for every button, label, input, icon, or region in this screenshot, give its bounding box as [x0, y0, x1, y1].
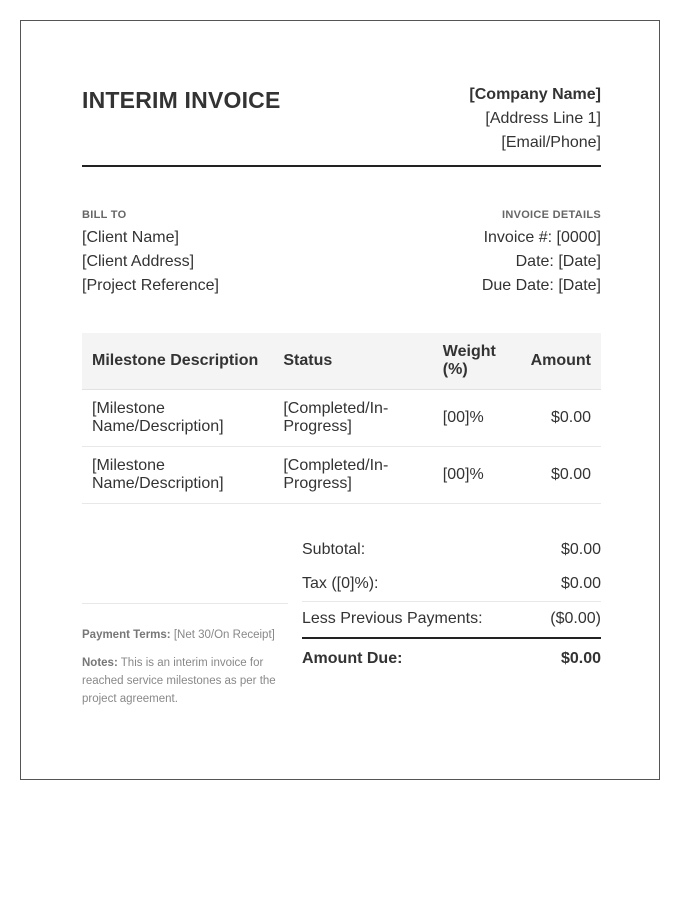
subtotal-row: [302, 533, 601, 567]
company-contact: [Email/Phone]: [501, 134, 601, 151]
previous-payments-row: [302, 601, 601, 635]
payment-terms: [82, 626, 288, 644]
invoice-info: [82, 209, 601, 309]
invoice-date: Date: [Date]: [515, 253, 601, 270]
milestone-description: [Milestone Name/Description]: [82, 447, 273, 504]
invoice-number: Invoice #: [0000]: [483, 229, 601, 246]
bill-to-heading: BILL TO: [82, 209, 127, 221]
milestone-table: [82, 333, 601, 504]
amount-due-label: Amount Due:: [302, 650, 403, 667]
payment-terms-value: [Net 30/On Receipt]: [173, 629, 275, 641]
invoice-header: [82, 83, 601, 167]
notes-block: [82, 603, 288, 718]
bill-to-block: [82, 209, 219, 298]
invoice-due-date: Due Date: [Date]: [481, 277, 601, 294]
company-address: [Address Line 1]: [485, 110, 601, 127]
invoice-details-heading: INVOICE DETAILS: [501, 209, 601, 221]
milestone-amount: $0.00: [521, 390, 601, 447]
header-milestone-description: Milestone Description: [82, 333, 273, 390]
client-name: [Client Name]: [82, 229, 179, 246]
notes-label: Notes:: [82, 657, 118, 669]
previous-payments-label: Less Previous Payments:: [302, 610, 483, 627]
project-reference: [Project Reference]: [82, 277, 219, 294]
milestone-weight: [00]%: [433, 390, 521, 447]
amount-due-row: [302, 637, 601, 679]
header-status: Status: [273, 333, 432, 390]
client-address: [Client Address]: [82, 253, 195, 270]
previous-payments-value: ($0.00): [550, 610, 601, 627]
header-amount: Amount: [521, 333, 601, 390]
tax-row: [302, 567, 601, 601]
invoice-title: INTERIM INVOICE: [82, 87, 281, 113]
payment-terms-label: Payment Terms:: [82, 629, 171, 641]
company-name: [Company Name]: [469, 86, 601, 103]
notes: [82, 654, 288, 708]
tax-label: Tax ([0]%):: [302, 575, 379, 592]
totals-block: [302, 533, 601, 679]
invoice-page: [20, 20, 660, 780]
amount-due-value: $0.00: [560, 650, 601, 667]
milestone-weight: [00]%: [433, 447, 521, 504]
subtotal-label: Subtotal:: [302, 541, 366, 558]
header-weight: Weight (%): [433, 333, 521, 390]
invoice-details-block: [482, 209, 601, 298]
notes-text: This is an interim invoice for reached service milestones as per the project agreement.: [82, 657, 276, 705]
table-row: [82, 447, 601, 504]
tax-value: $0.00: [560, 575, 601, 592]
subtotal-value: $0.00: [560, 541, 601, 558]
table-header-row: [82, 333, 601, 390]
table-row: [82, 390, 601, 447]
milestone-description: [Milestone Name/Description]: [82, 390, 273, 447]
company-block: [469, 83, 601, 155]
milestone-status: [Completed/In-Progress]: [273, 390, 432, 447]
milestone-amount: $0.00: [521, 447, 601, 504]
milestone-status: [Completed/In-Progress]: [273, 447, 432, 504]
